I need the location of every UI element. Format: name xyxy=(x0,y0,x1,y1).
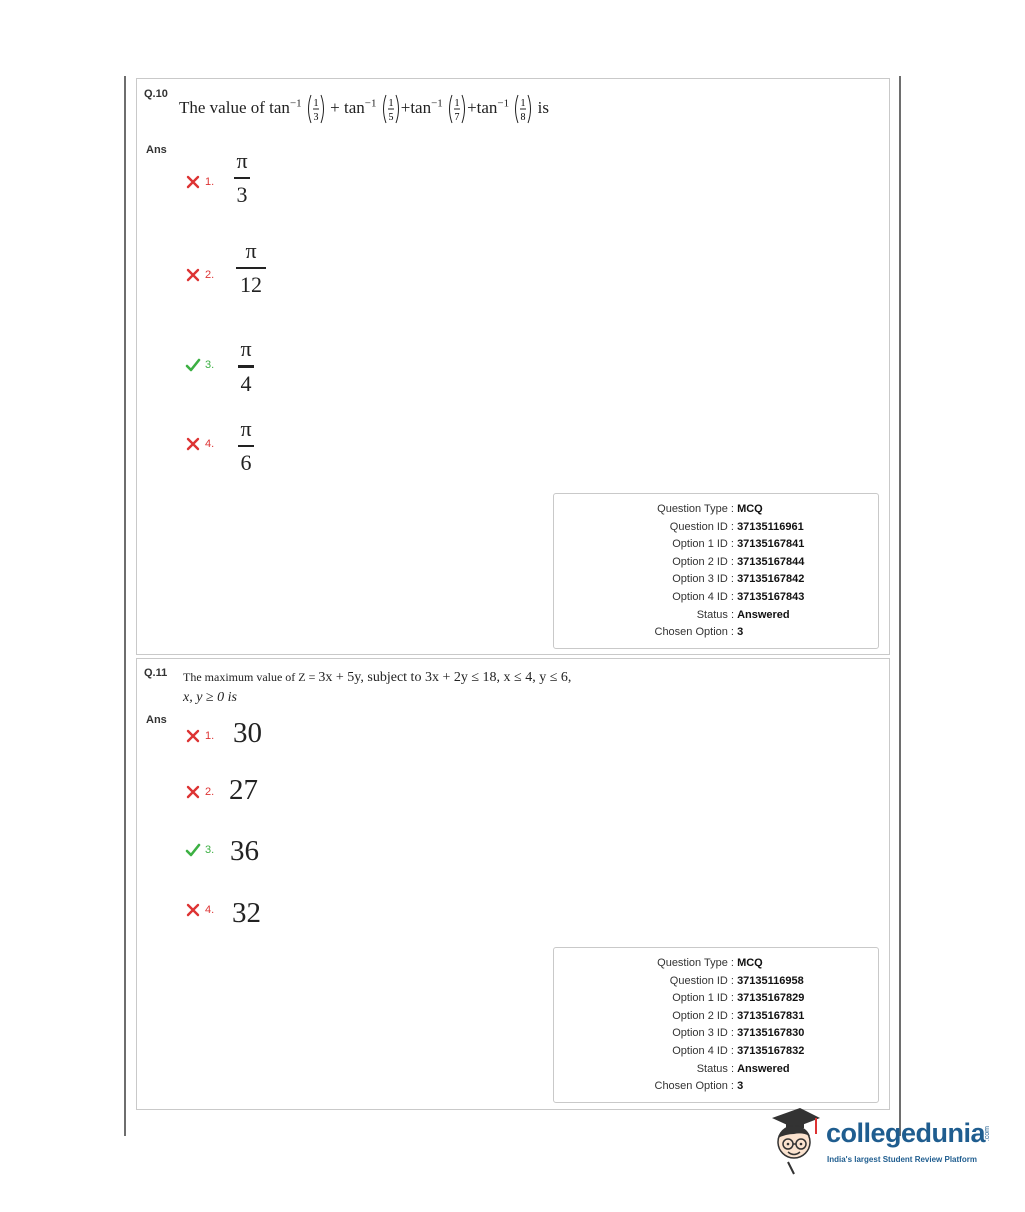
inverse-exponent: −1 xyxy=(431,97,443,110)
option-1[interactable] xyxy=(185,174,214,190)
meta-option-1-id: Option 1 ID : 37135167829 xyxy=(672,992,805,1004)
fraction-denominator: 5 xyxy=(388,112,394,123)
option-number: 4. xyxy=(205,438,215,450)
meta-status: Status : Answered xyxy=(696,1063,790,1075)
meta-option-2-id: Option 2 ID : 37135167831 xyxy=(672,1010,805,1022)
answer-label: Ans xyxy=(146,144,167,156)
meta-option-2-id: Option 2 ID : 37135167844 xyxy=(672,556,805,568)
answer-label: Ans xyxy=(146,714,167,726)
fraction-bar xyxy=(238,445,254,447)
check-icon xyxy=(185,842,201,858)
meta-question-type: Question Type : MCQ xyxy=(657,503,763,515)
cross-icon xyxy=(185,902,201,918)
fraction-numerator: π xyxy=(240,416,252,441)
question-prefix: The value of tan xyxy=(179,97,290,117)
question-plus3: +tan xyxy=(467,97,498,117)
meta-option-4-id: Option 4 ID : 37135167832 xyxy=(672,1045,805,1057)
paren-fraction xyxy=(306,93,326,125)
fraction-numerator: π xyxy=(240,336,252,361)
question-number: Q.11 xyxy=(144,667,168,679)
option-number: 3. xyxy=(205,844,215,856)
question-meta-panel xyxy=(553,947,879,1103)
paren-fraction xyxy=(447,93,467,125)
question-plus1: + tan xyxy=(330,97,365,117)
question-line-2: x, y ≥ 0 is xyxy=(183,690,237,705)
question-line-1: The maximum value of Z = 3x + 5y, subject to 3x + 2y ≤ 18, x ≤ 4, y ≤ 6, xyxy=(183,670,572,685)
meta-question-type: Question Type : MCQ xyxy=(657,957,763,969)
option-number: 2. xyxy=(205,786,215,798)
option-2-value xyxy=(235,239,267,297)
option-3-value: 36 xyxy=(230,835,259,867)
option-2-value: 27 xyxy=(229,774,258,806)
fraction-denominator: 3 xyxy=(236,182,248,207)
meta-question-id: Question ID : 37135116961 xyxy=(669,521,804,533)
question-number: Q.10 xyxy=(144,88,168,100)
fraction-numerator: 1 xyxy=(313,98,319,109)
fraction-denominator: 7 xyxy=(454,112,460,123)
cross-icon xyxy=(185,436,201,452)
cross-icon xyxy=(185,267,201,283)
fraction-bar xyxy=(236,267,266,269)
meta-status: Status : Answered xyxy=(696,609,790,621)
meta-chosen-option: Chosen Option : 3 xyxy=(654,626,744,638)
option-number: 4. xyxy=(205,904,215,916)
fraction-denominator: 4 xyxy=(240,371,252,396)
fraction-denominator: 6 xyxy=(240,450,252,475)
option-3[interactable] xyxy=(185,357,214,373)
fraction-numerator: 1 xyxy=(454,98,460,109)
logo-wordmark: collegedunia xyxy=(826,1118,986,1148)
mascot-icon xyxy=(764,1104,824,1176)
page-rule-right xyxy=(899,76,901,1136)
cross-icon xyxy=(185,728,201,744)
option-number: 1. xyxy=(205,730,215,742)
option-number: 3. xyxy=(205,359,215,371)
option-number: 1. xyxy=(205,176,215,188)
fraction-bar xyxy=(234,177,250,179)
meta-option-3-id: Option 3 ID : 37135167842 xyxy=(672,573,805,585)
option-4-value: 32 xyxy=(232,897,261,929)
option-2[interactable] xyxy=(185,267,214,283)
paren-fraction xyxy=(513,93,533,125)
option-1[interactable] xyxy=(185,728,214,744)
question-plus2: +tan xyxy=(400,97,432,117)
question-meta-panel xyxy=(553,493,879,649)
question-block-10 xyxy=(136,78,890,655)
meta-question-id: Question ID : 37135116958 xyxy=(669,975,804,987)
paren-fraction xyxy=(381,93,401,125)
cross-icon xyxy=(185,174,201,190)
fraction-numerator: 1 xyxy=(520,98,526,109)
fraction-denominator: 3 xyxy=(313,112,319,123)
question-text xyxy=(179,93,549,125)
fraction-numerator: 1 xyxy=(388,98,394,109)
option-4-value xyxy=(235,417,257,475)
meta-option-3-id: Option 3 ID : 37135167830 xyxy=(672,1027,805,1039)
inverse-exponent: −1 xyxy=(364,97,377,110)
logo-com: .com xyxy=(984,1126,991,1142)
inverse-exponent: −1 xyxy=(289,97,302,110)
meta-option-1-id: Option 1 ID : 37135167841 xyxy=(672,538,805,550)
option-3[interactable] xyxy=(185,842,214,858)
option-4[interactable] xyxy=(185,436,214,452)
option-3-value xyxy=(235,337,257,396)
fraction-denominator: 8 xyxy=(520,112,526,123)
meta-option-4-id: Option 4 ID : 37135167843 xyxy=(672,591,805,603)
option-1-value: 30 xyxy=(233,717,262,749)
fraction-denominator: 12 xyxy=(240,272,262,297)
cross-icon xyxy=(185,784,201,800)
check-icon xyxy=(185,357,201,373)
collegedunia-logo xyxy=(764,1104,1004,1176)
logo-tagline: India's largest Student Review Platform xyxy=(827,1155,977,1164)
option-2[interactable] xyxy=(185,784,214,800)
meta-chosen-option: Chosen Option : 3 xyxy=(654,1080,744,1092)
page-rule-left xyxy=(124,76,126,1136)
fraction-numerator: π xyxy=(245,238,257,263)
option-4[interactable] xyxy=(185,902,214,918)
fraction-numerator: π xyxy=(236,148,248,173)
fraction-bar xyxy=(238,365,254,368)
question-suffix: is xyxy=(537,97,549,117)
option-1-value xyxy=(231,149,253,207)
inverse-exponent: −1 xyxy=(497,97,510,110)
option-number: 2. xyxy=(205,269,215,281)
question-block-11 xyxy=(136,658,890,1110)
question-text xyxy=(183,667,571,708)
